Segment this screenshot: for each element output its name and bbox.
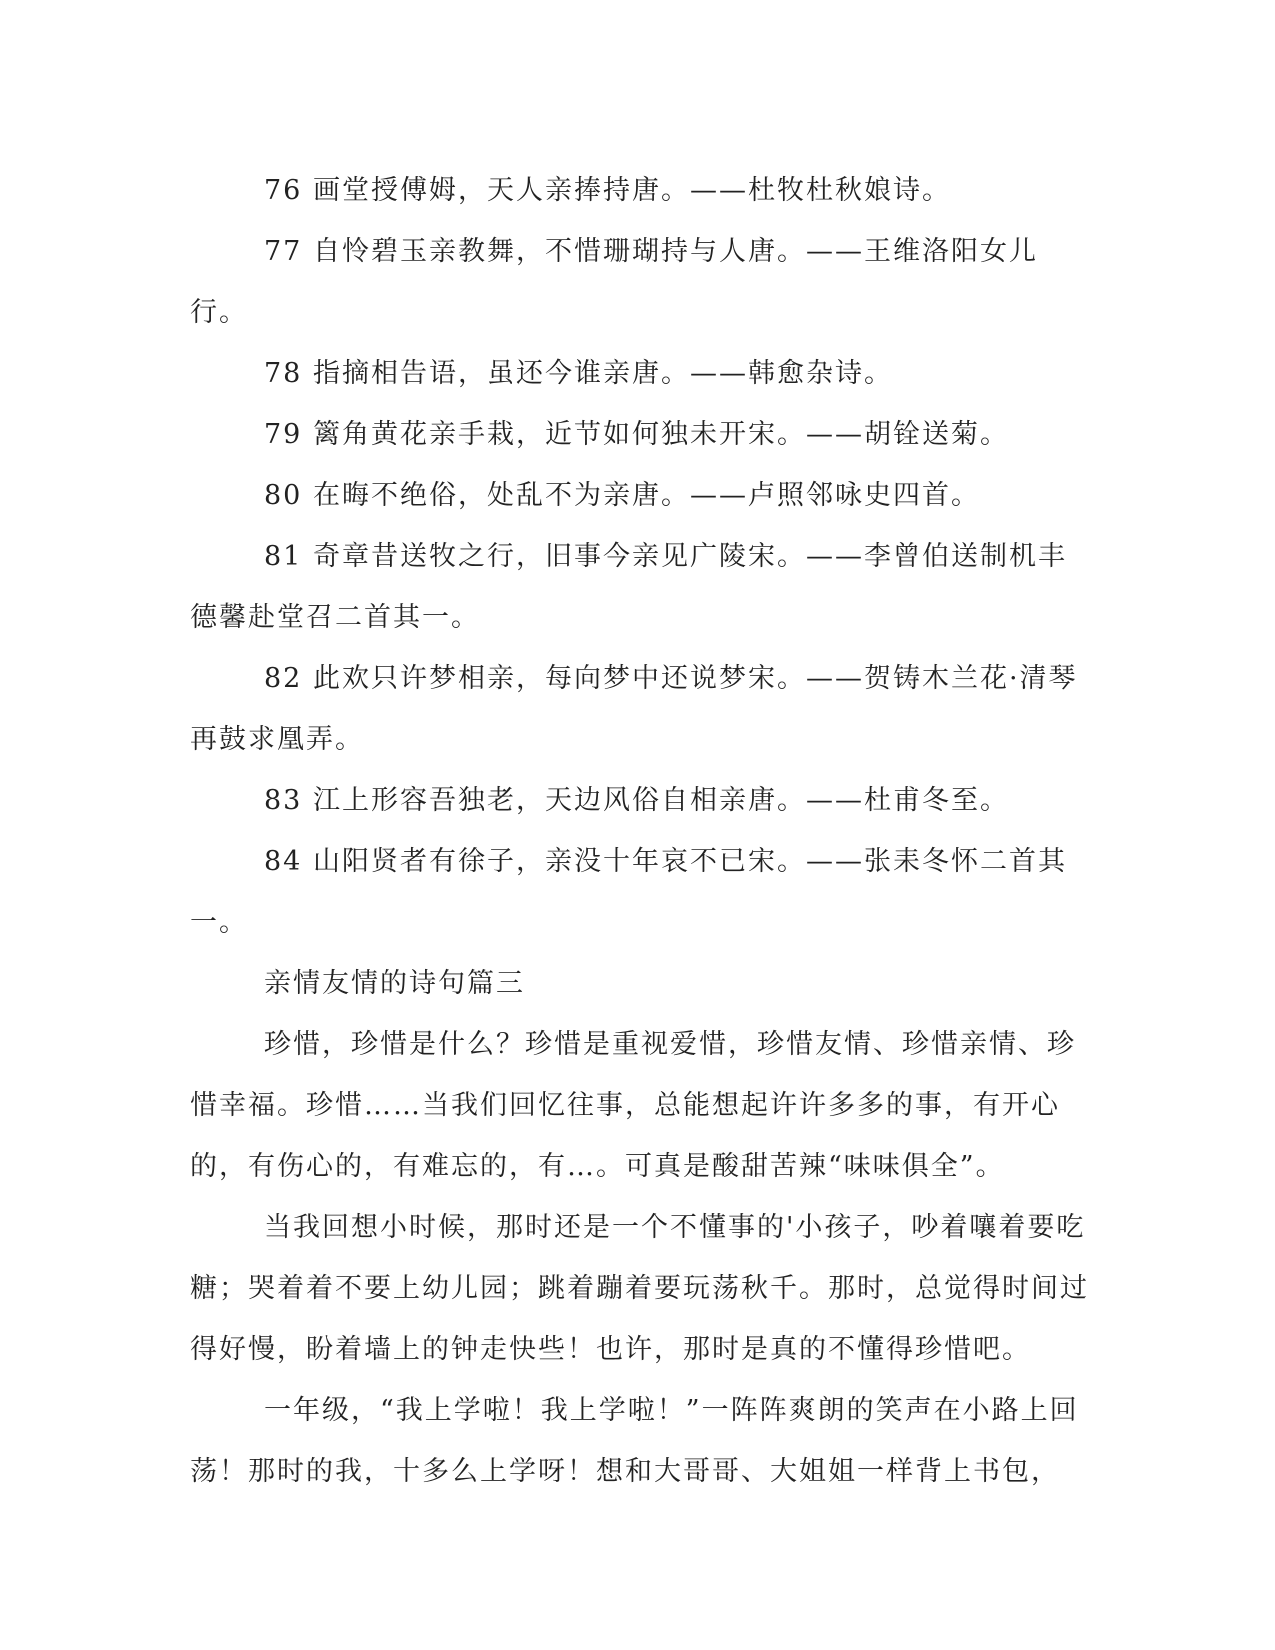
poem-line-79: 79 篱角黄花亲手栽，近节如何独未开宋。——胡铨送菊。 xyxy=(264,419,1009,450)
body-paragraph: 珍惜，珍惜是什么？珍惜是重视爱惜，珍惜友情、珍惜亲情、珍惜幸福。珍惜……当我们回忆往事，总能想起许许多多的事，有开心的，有伤心的，有难忘的，有…。可真是酸甜苦辣“味味俱全”。 xyxy=(190,1029,1076,1182)
section-title: 亲情友情的诗句篇三 xyxy=(264,968,525,999)
document-body xyxy=(190,160,1090,1502)
poem-line-83: 83 江上形容吾独老，天边风俗自相亲唐。——杜甫冬至。 xyxy=(264,785,1009,816)
poem-line-80: 80 在晦不绝俗，处乱不为亲唐。——卢照邻咏史四首。 xyxy=(264,480,980,511)
poem-line-76: 76 画堂授傅姆，天人亲捧持唐。——杜牧杜秋娘诗。 xyxy=(264,175,951,206)
poem-line-82: 82 此欢只许梦相亲，每向梦中还说梦宋。——贺铸木兰花·清琴再鼓求凰弄。 xyxy=(190,663,1078,755)
poem-line-84: 84 山阳贤者有徐子，亲没十年哀不已宋。——张耒冬怀二首其一。 xyxy=(190,846,1067,938)
poem-line-78: 78 指摘相告语，虽还今谁亲唐。——韩愈杂诗。 xyxy=(264,358,893,389)
poem-line-81: 81 奇章昔送牧之行，旧事今亲见广陵宋。——李曾伯送制机丰德馨赴堂召二首其一。 xyxy=(190,541,1067,633)
body-paragraph: 一年级，“我上学啦！我上学啦！”一阵阵爽朗的笑声在小路上回荡！那时的我，十多么上学呀！想和大哥哥、大姐姐一样背上书包， xyxy=(190,1395,1079,1487)
body-paragraph: 当我回想小时候，那时还是一个不懂事的'小孩子，吵着嚷着要吃糖；哭着着不要上幼儿园；跳着蹦着要玩荡秋千。那时，总觉得时间过得好慢，盼着墙上的钟走快些！也许，那时是真的不懂得珍惜吧。 xyxy=(190,1212,1089,1365)
poem-line-77: 77 自怜碧玉亲教舞，不惜珊瑚持与人唐。——王维洛阳女儿行。 xyxy=(190,236,1038,328)
